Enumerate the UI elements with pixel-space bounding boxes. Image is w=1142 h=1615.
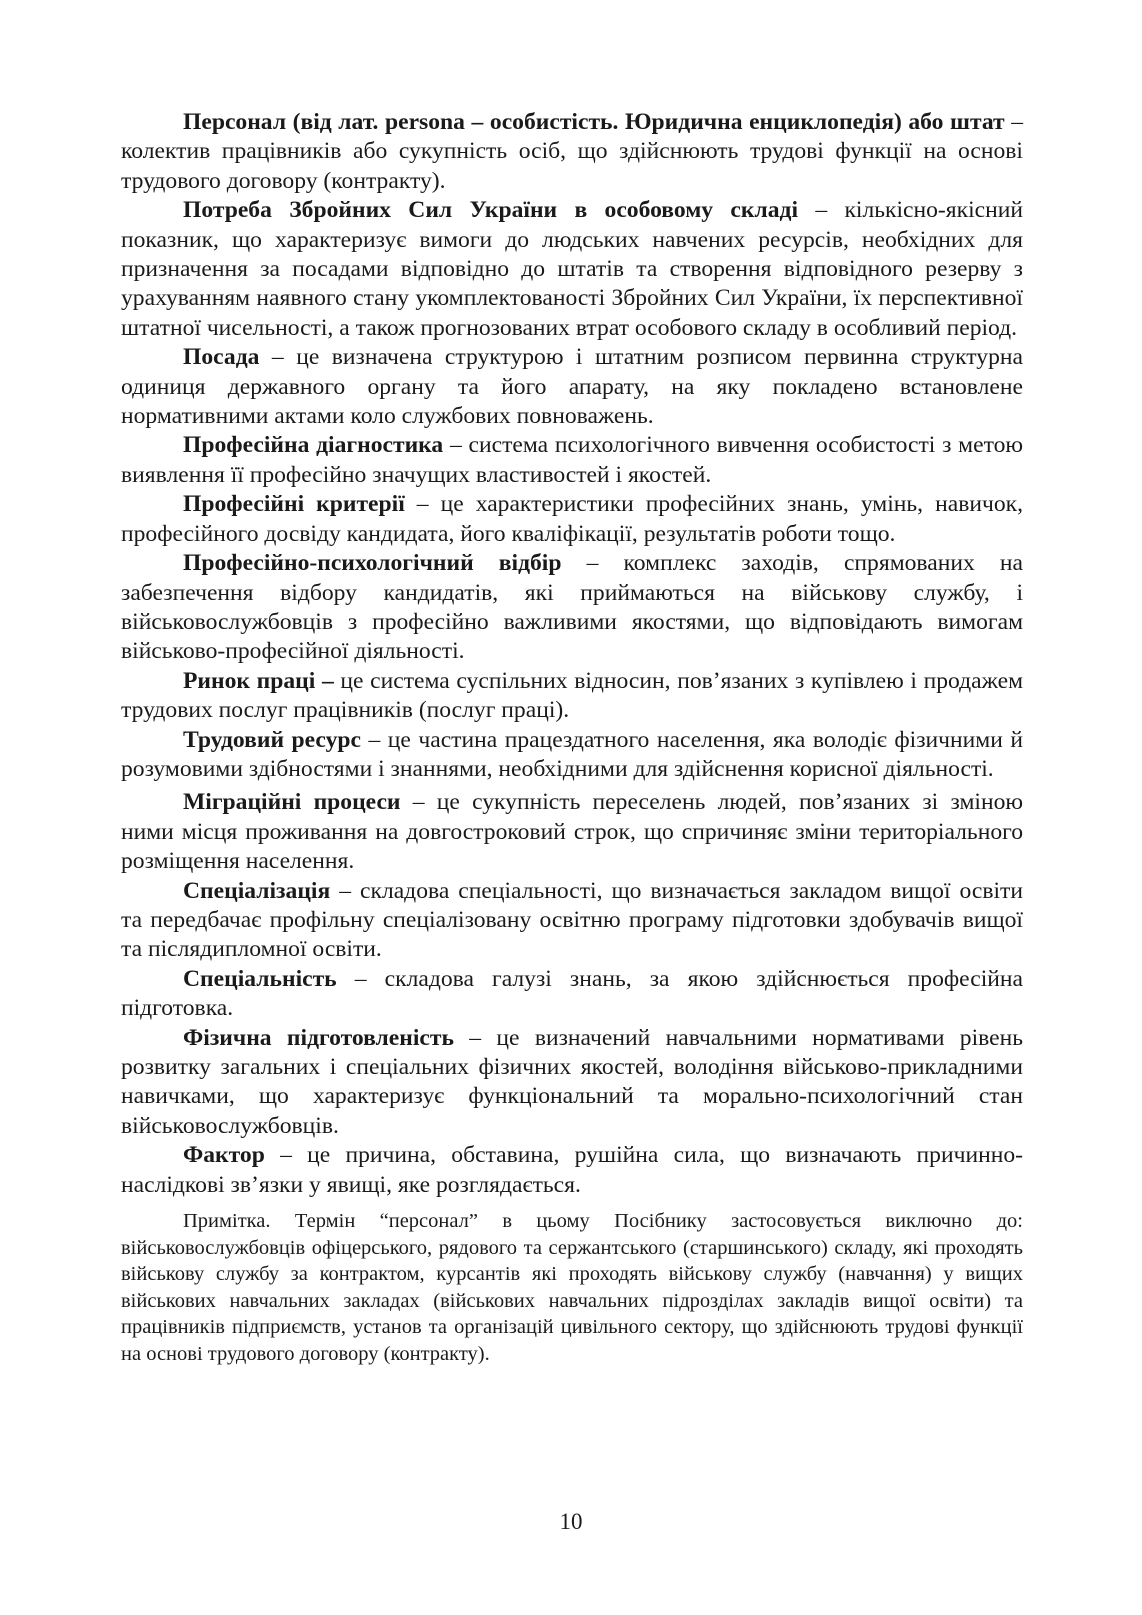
glossary-definition: – це сукупність переселень людей, пов’язаних зі зміною ними місця проживання на довгостроковий строк, що спричиняє зміни територіального розміщення населення. <box>121 789 1023 875</box>
glossary-entry-staff-need <box>121 196 1023 343</box>
glossary-entry-personnel <box>121 108 1023 196</box>
glossary-term: Потреба Збройних Сил України в особовому складі <box>183 197 799 224</box>
glossary-term: Фізична підготовленість <box>183 1024 454 1051</box>
glossary-entry-psychological-selection <box>121 549 1023 667</box>
glossary-definition: – комплекс заходів, спрямованих на забезпечення відбору кандидатів, які приймаються на військову службу, і військовослужбовців з професійно важливими якостями, що відповідають вимогам військово-професійної діяльності. <box>121 550 1023 665</box>
glossary-entry-professional-diagnostics <box>121 431 1023 490</box>
glossary-term: Трудовий ресурс <box>183 726 361 753</box>
glossary-term: Персонал (від лат. persona – особистість. Юридична енциклопедія) або штат <box>183 109 1005 135</box>
glossary-term: Спеціалізація <box>183 877 331 904</box>
glossary-definition: – складова галузі знань, за якою здійснюється професійна підготовка. <box>121 965 1023 1022</box>
glossary-entry-professional-criteria <box>121 490 1023 549</box>
glossary-definition: – система психологічного вивчення особистості з метою виявлення її професійно значущих властивостей і якостей. <box>121 432 1023 488</box>
footnote-remark: Примітка. Термін “персонал” в цьому Посібнику застосовується виключно до: військовослужбовців офіцерського, рядового та сержантського (старшинського) складу, які проходять військову службу за контрактом, курсантів які проходять військову службу (навчання) у вищих військових навчальних закладах (військових навчальних підрозділах закладів вищої освіти) та працівників підприємств, установ та організацій цивільного сектору, що здійснюють трудові функції на основі трудового договору (контракту). <box>121 1210 1023 1365</box>
glossary-entry-labor-resource <box>121 726 1023 785</box>
glossary-term: Професійна діагностика <box>183 432 444 459</box>
glossary-definition: – кількісно-якісний показник, що характеризує вимоги до людських навчених ресурсів, необхідних для призначення за посадами відповідно до штатів та створення відповідного резерву з урахуванням наявного стану укомплектованості Збройних Сил України, їх перспективної штатної чисельності, а також прогнозованих втрат особового складу в особливий період. <box>121 197 1024 341</box>
glossary-content <box>121 108 1023 1388</box>
glossary-term: Фактор <box>183 1142 265 1169</box>
page-number: 10 <box>559 1509 583 1534</box>
glossary-entry-specialization <box>121 877 1023 965</box>
glossary-entry-physical-fitness <box>121 1024 1023 1142</box>
glossary-entry-labor-market <box>121 667 1023 726</box>
glossary-term: Спеціальність <box>183 965 337 992</box>
glossary-entry-position <box>121 343 1023 431</box>
glossary-definition: – складова спеціальності, що визначається закладом вищої освіти та передбачає профільну спеціалізовану освітню програму підготовки здобувачів вищої та післядипломної освіти. <box>121 877 1023 963</box>
glossary-definition: – це визначена структурою і штатним розписом первинна структурна одиниця державного органу та його апарату, на яку покладено встановлене нормативними актами коло службових повноважень. <box>121 344 1023 430</box>
glossary-term: Професійні критерії <box>183 491 405 518</box>
glossary-entry-factor <box>121 1141 1023 1200</box>
glossary-term: Міграційні процеси <box>183 789 401 816</box>
glossary-definition: це система суспільних відносин, пов’язаних з купівлею і продажем трудових послуг працівників (послуг праці). <box>121 667 1024 724</box>
glossary-entry-specialty <box>121 965 1023 1024</box>
glossary-term: Професійно-психологічний відбір <box>183 550 562 577</box>
glossary-definition: – це визначений навчальними нормативами рівень розвитку загальних і спеціальних фізичних якостей, володіння військово-прикладними навичками, що характеризує функціональний та морально-психологічний стан військовослужбовців. <box>121 1024 1023 1139</box>
glossary-definition: – колектив працівників або сукупність осіб, що здійснюють трудові функції на основі трудового договору (контракту). <box>121 109 1023 194</box>
glossary-definition: – це причина, обставина, рушійна сила, що визначають причинно-наслідкові зв’язки у явищі, яке розглядається. <box>121 1142 1023 1198</box>
glossary-term: Ринок праці – <box>183 667 334 694</box>
glossary-definition: – це частина працездатного населення, яка володіє фізичними й розумовими здібностями і знаннями, необхідними для здійснення корисної діяльності. <box>121 726 1023 782</box>
glossary-definition: – це характеристики професійних знань, умінь, навичок, професійного досвіду кандидата, його кваліфікації, результатів роботи тощо. <box>121 491 1023 547</box>
glossary-term: Посада <box>183 344 260 371</box>
glossary-entry-migration <box>121 788 1023 876</box>
